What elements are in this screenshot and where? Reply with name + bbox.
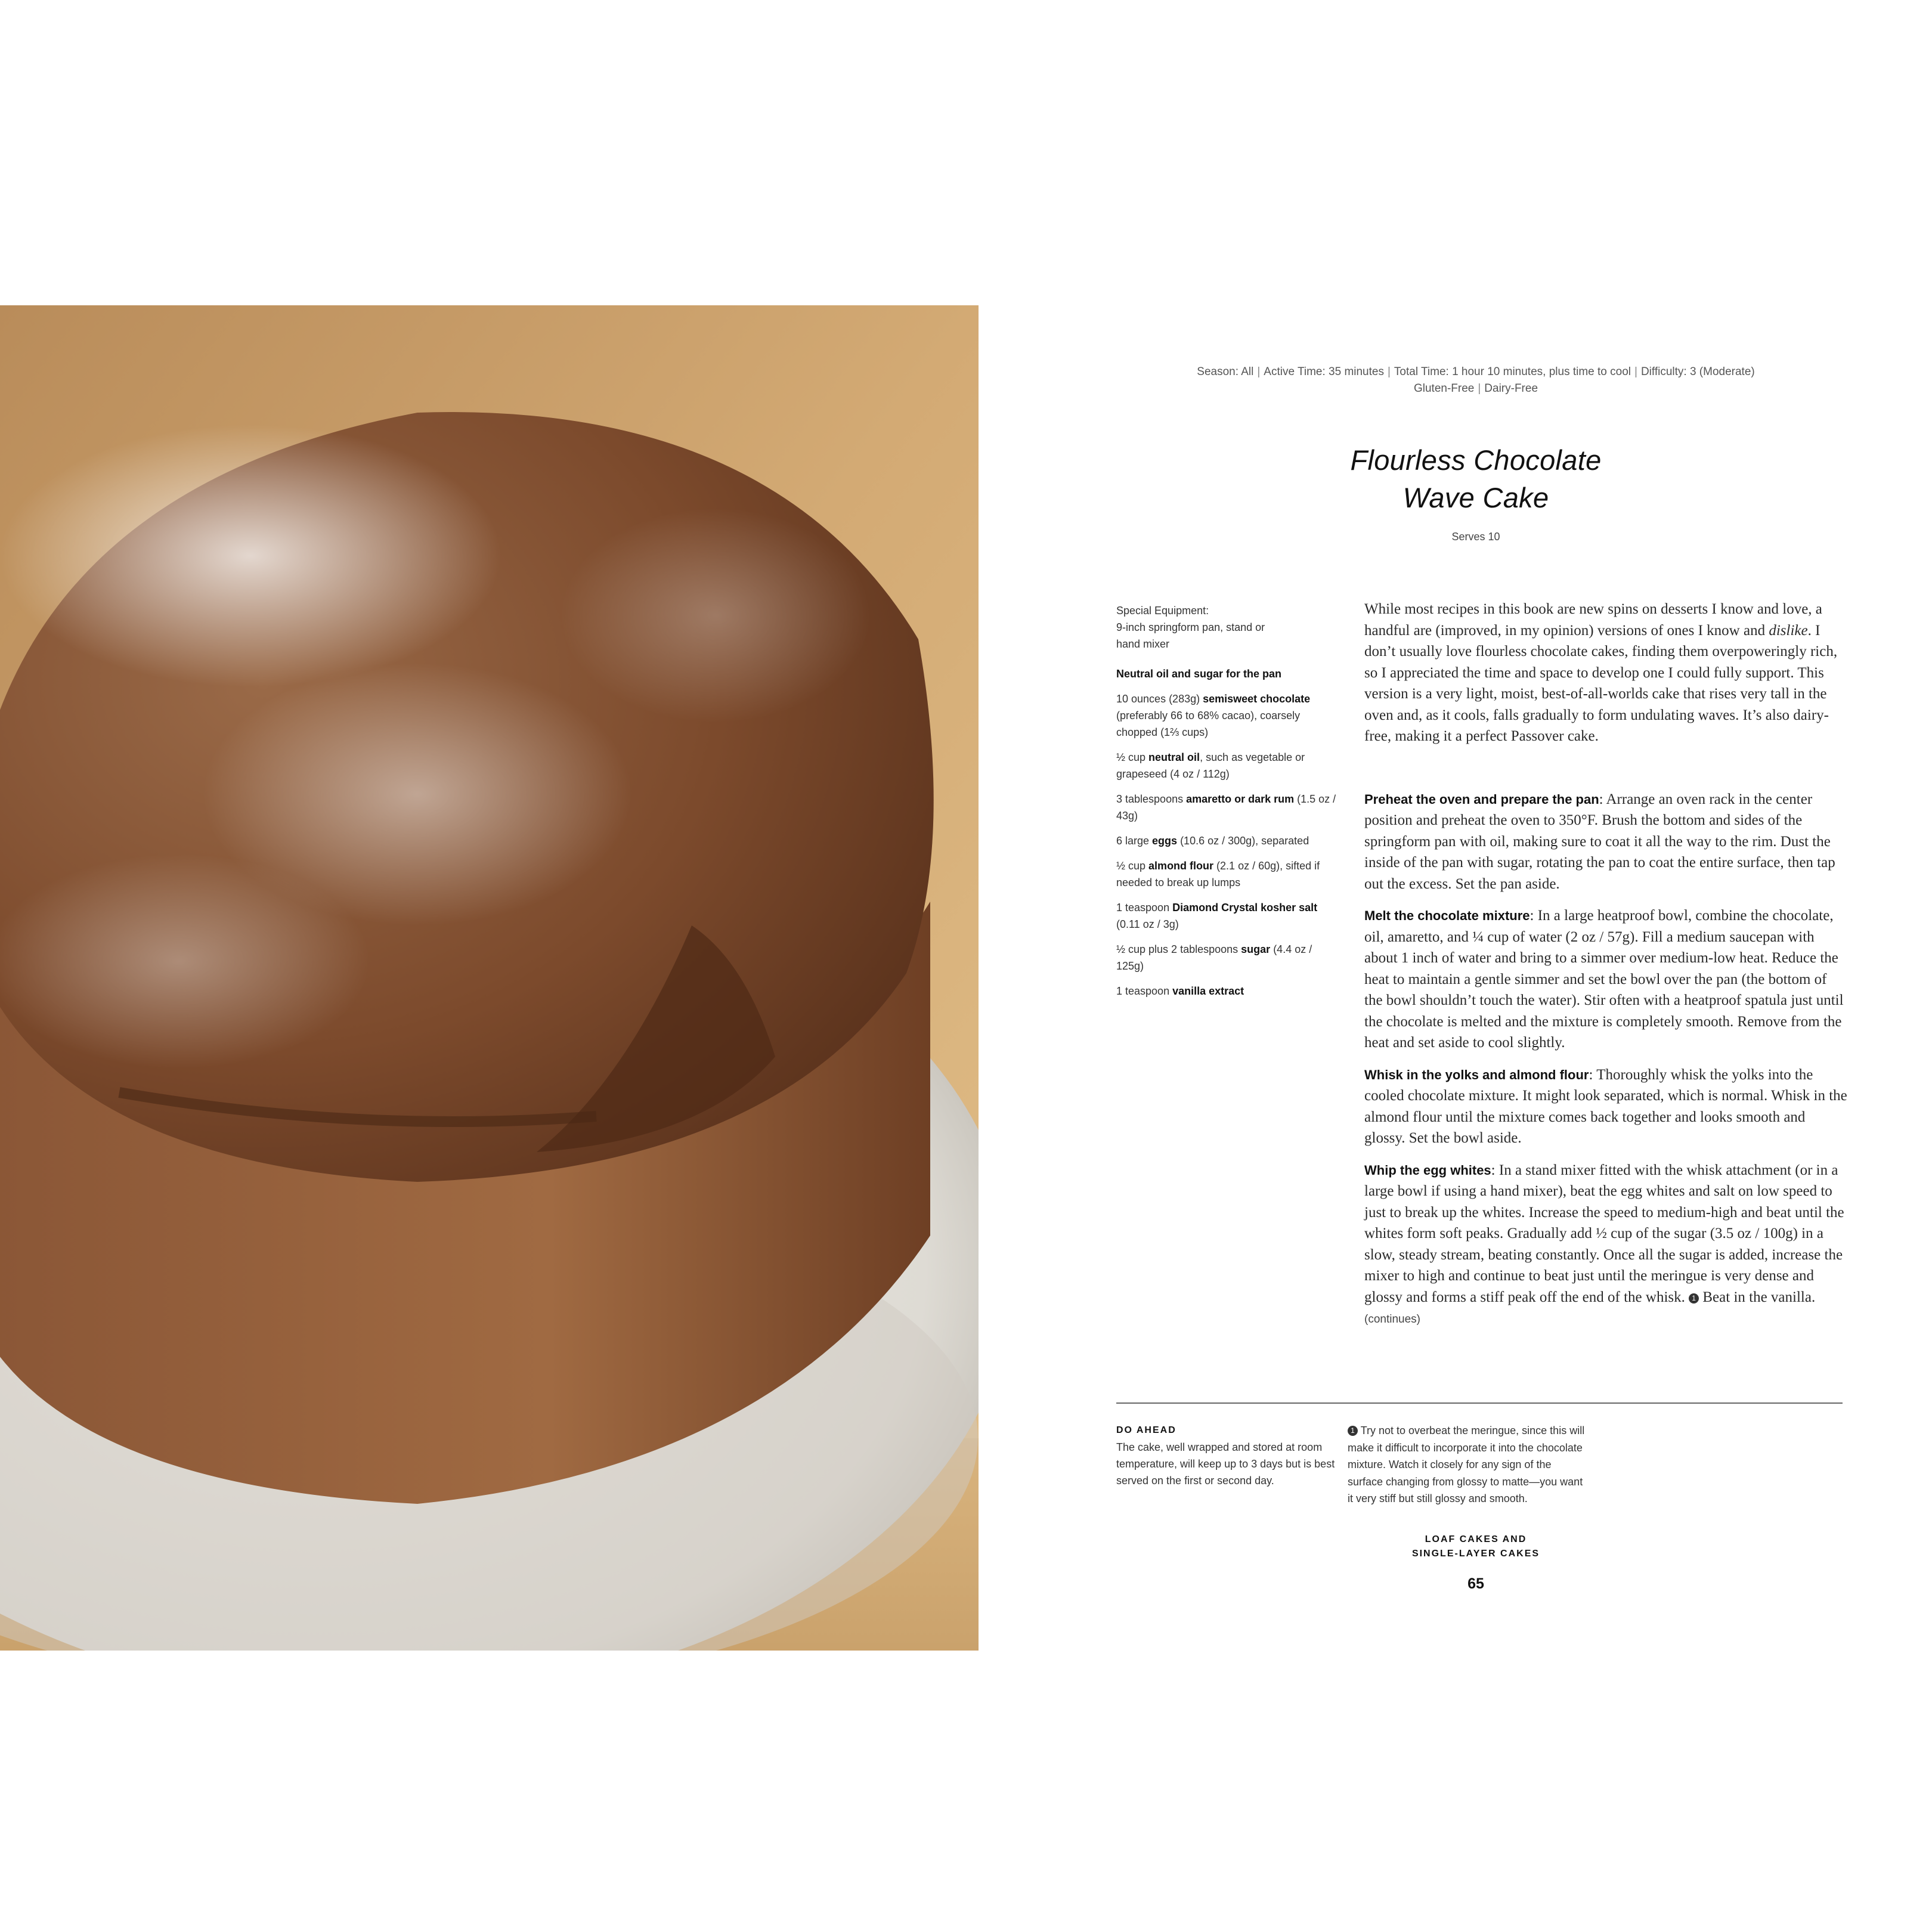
ingredient-item: 1 teaspoon vanilla extract (1116, 985, 1244, 997)
footnote: 1 Try not to overbeat the meringue, since this will make it difficult to incorporate it into the chocolate mixture. Watch it closely for any sign of the surface changing from glossy to matte—you want it very stiff but still glossy and smooth. (1348, 1425, 1585, 1504)
difficulty: Difficulty: 3 (Moderate) (1640, 366, 1755, 378)
section-label: LOAF CAKES AND SINGLE-LAYER CAKES (1411, 1534, 1540, 1559)
special-equipment: Special Equipment: 9-inch springform pan, stand or hand mixer (1116, 605, 1265, 650)
serves: Serves 10 (1451, 531, 1500, 543)
gluten-free: Gluten-Free (1413, 382, 1475, 395)
recipe-meta-line: Season: All | Active Time: 35 minutes | Total Time: 1 hour 10 minutes, plus time to cool | Difficulty: 3 (Moderate) (1197, 366, 1755, 378)
ingredient-item: 3 tablespoons amaretto or dark rum (1.5 oz / 43g) (1116, 793, 1336, 822)
do-ahead-note: DO AHEAD The cake, well wrapped and stored at room temperature, will keep up to 3 days but is best served on the first or second day. (1116, 1425, 1335, 1487)
ingredient-item: ½ cup neutral oil, such as vegetable or grapeseed (4 oz / 112g) (1116, 751, 1305, 780)
recipe-page (1109, 346, 1847, 1634)
season: Season: All (1197, 366, 1254, 378)
ingredients-column (1116, 602, 1337, 1008)
method-step: Preheat the oven and prepare the pan: Arrange an oven rack in the center position and preheat the oven to 350°F. Brush the bottom and sides of the springform pan with oil, making sure to coat it all the way to the rim. Dust the inside of the pan with sugar, rotating the pan to coat the entire surface, then tap out the excess. Set the pan aside. (1364, 791, 1835, 892)
intro-paragraph: While most recipes in this book are new spins on desserts I know and love, a handful are (improved, in my opinion) versions of ones I know and dislike. I don’t usually love flourless chocolate cakes, finding them overpoweringly rich, so I appreciated the time and space to develop one I could fully support. This version is a very light, moist, best-of-all-worlds cake that rises very tall in the oven and, as it cools, falls gradually to form undulating waves. It’s also dairy-free, making it a perfect Passover cake. (1364, 601, 1838, 744)
method-column (1364, 599, 1847, 1341)
method-step: Melt the chocolate mixture: In a large heatproof bowl, combine the chocolate, oil, amaretto, and ¼ cup of water (2 oz / 57g). Fill a medium saucepan with about 1 inch of water and bring to a simmer over medium-low heat. Reduce the heat to maintain a gentle simmer and set the bowl over the pan (the bottom of the bowl shouldn’t touch the water). Stir often with a heatproof spatula just until the chocolate is melted and the mixture is completely smooth. Remove from the heat and set aside to cool slightly. (1364, 908, 1844, 1051)
ingredient-item: ½ cup plus 2 tablespoons sugar (4.4 oz / 125g) (1116, 943, 1312, 972)
page-number: 65 (1467, 1575, 1484, 1592)
method-step: Whip the egg whites: In a stand mixer fitted with the whisk attachment (or in a large bowl if using a hand mixer), beat the egg whites and salt on low speed to just to break up the whites. Increase the speed to medium-high and beat until the whites form soft peaks. Gradually add ½ cup of the sugar (3.5 oz / 100g) in a slow, steady stream, beating constantly. Once all the sugar is added, increase the mixer to high and continue to beat just until the meringue is very dense and glossy and forms a stiff peak off the end of the whisk. 1 Beat in the vanilla. (continues) (1364, 1162, 1844, 1326)
footnote-marker-icon: 1 (1689, 1293, 1699, 1304)
recipe-diet-line: Gluten-Free | Dairy-Free (1413, 382, 1538, 395)
ingredient-item: Neutral oil and sugar for the pan (1116, 668, 1282, 680)
ingredient-item: 6 large eggs (10.6 oz / 300g), separated (1116, 835, 1309, 847)
steps (1364, 789, 1847, 1330)
recipe-title: Flourless Chocolate Wave Cake (1350, 444, 1602, 513)
cake-illustration (0, 305, 979, 1651)
ingredient-item: 10 ounces (283g) semisweet chocolate (preferably 66 to 68% cacao), coarsely chopped (1⅔ cups) (1116, 693, 1311, 738)
dairy-free: Dairy-Free (1484, 382, 1538, 395)
divider-rule (1116, 1402, 1843, 1404)
footnote-marker-icon: 1 (1348, 1426, 1358, 1436)
active-time: Active Time: 35 minutes (1264, 366, 1384, 378)
ingredient-list (1116, 665, 1337, 999)
cake-photo (0, 305, 979, 1651)
ingredient-item: ½ cup almond flour (2.1 oz / 60g), sifted if needed to break up lumps (1116, 860, 1320, 888)
continues-label: (continues) (1364, 1313, 1420, 1326)
total-time: Total Time: 1 hour 10 minutes, plus time to cool (1394, 366, 1631, 378)
ingredient-item: 1 teaspoon Diamond Crystal kosher salt (0.11 oz / 3g) (1116, 902, 1318, 930)
method-step: Whisk in the yolks and almond flour: Thoroughly whisk the yolks into the cooled chocolate mixture. It might look separated, which is normal. Whisk in the almond flour until the mixture comes back together and looks smooth and glossy. Set the bowl aside. (1364, 1066, 1847, 1146)
